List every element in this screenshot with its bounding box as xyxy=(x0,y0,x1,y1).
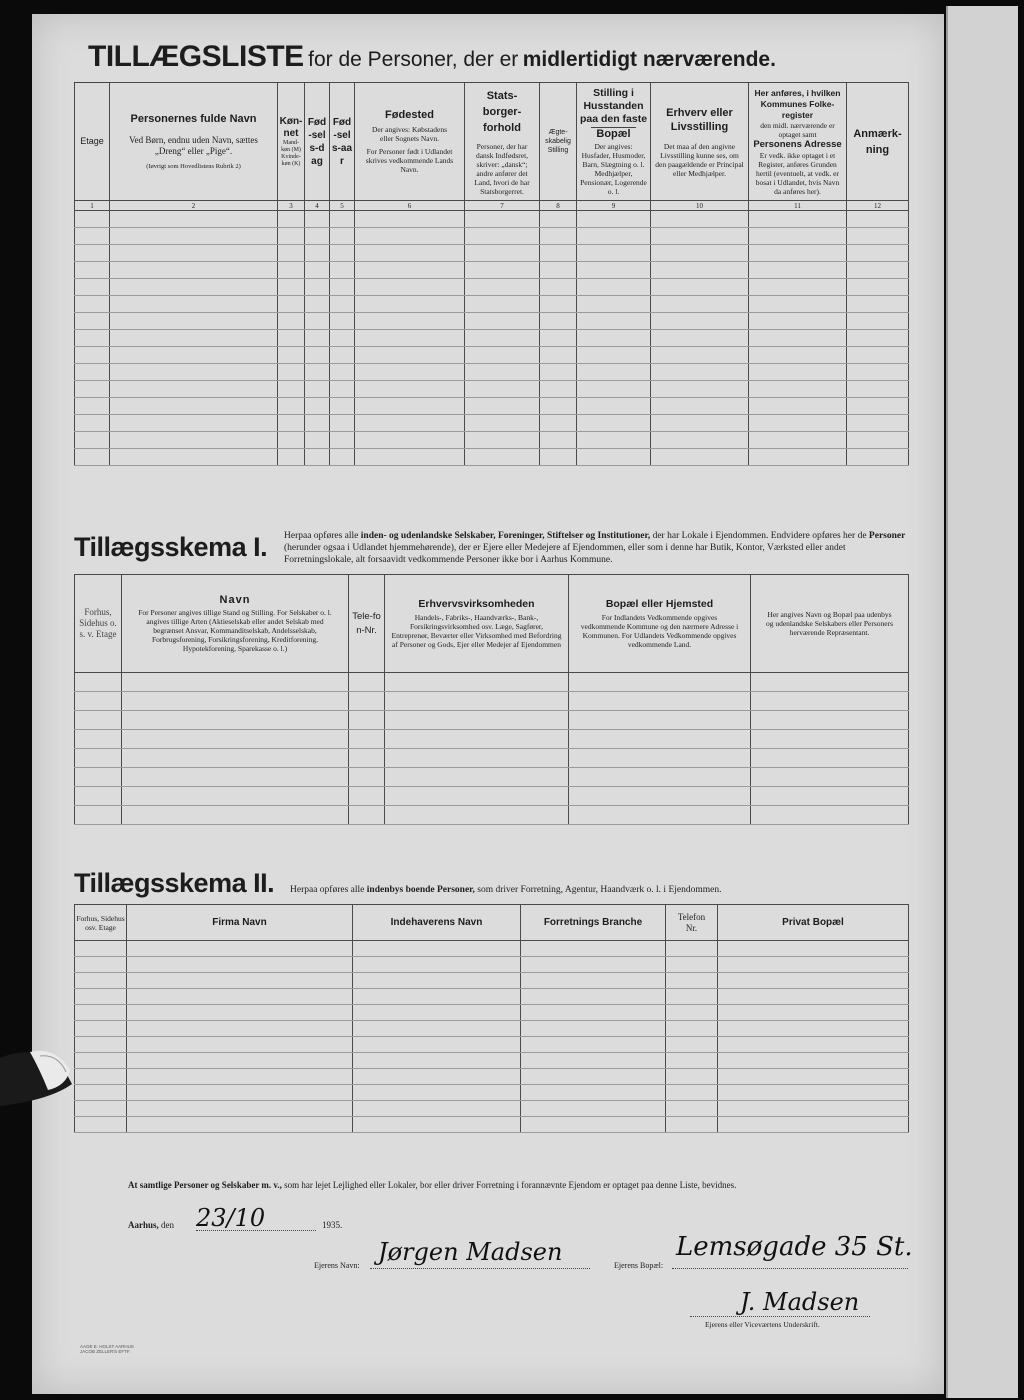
table-row xyxy=(75,1021,909,1037)
signature-handwritten: J. Madsen xyxy=(740,1288,860,1316)
col-fodselsaar: Fød-sels-aar xyxy=(330,83,355,201)
table-row xyxy=(75,806,909,825)
title-main: TILLÆGSLISTE xyxy=(88,40,304,73)
skema1-body xyxy=(75,673,909,825)
s2-col-branche: Forretnings Branche xyxy=(521,905,666,941)
skema2-body xyxy=(75,941,909,1133)
table-row xyxy=(75,279,909,296)
s2-col-etage: Forhus, Sidehus osv. Etage xyxy=(75,905,127,941)
col-kon: Køn-net Mand-køn (M) Kvinde-køn (K) xyxy=(278,83,305,201)
table-row xyxy=(75,989,909,1005)
table-row xyxy=(75,330,909,347)
table-row xyxy=(75,1085,909,1101)
table-row xyxy=(75,1117,909,1133)
col-navn: Personernes fulde Navn Ved Børn, endnu uden Navn, sættes „Dreng“ eller „Pige“. (Iøvrigt som Hovedlistens Rubrik 2) xyxy=(110,83,278,201)
binder-clip-icon xyxy=(0,1040,78,1110)
table-row xyxy=(75,787,909,806)
table-row xyxy=(75,692,909,711)
col-statsborger: Stats-borger-forhold Personer, der har dansk Indfødsret, skriver: „dansk“; andre anfører det Land, hvori de har Statsborgerret. xyxy=(465,83,540,201)
skema2-text: Herpaa opføres alle indenbys boende Personer, som driver Forretning, Agentur, Haandværk o. l. i Ejendommen. xyxy=(290,885,722,895)
table-row xyxy=(75,973,909,989)
col-stilling: Stilling i Husstanden paa den faste Bopæl Der angives: Husfader, Husmoder, Barn, Slægtning o. l. Medhjælper, Pensionær, Logerende o. l. xyxy=(577,83,651,201)
skema2-title: Tillægsskema II. xyxy=(74,868,275,898)
table-row xyxy=(75,673,909,692)
col-etage: Etage xyxy=(75,83,110,201)
table-row xyxy=(75,749,909,768)
table-row xyxy=(75,262,909,279)
col-adresse: Her anføres, i hvilken Kommunes Folke-register den midl. nærværende er optaget samt Personens Adresse Er vedk. ikke optaget i et Register, anføres Grunden hertil (eventuelt, at vedk. er bosat i Udlandet, hvis Navn da anføres her). xyxy=(749,83,847,201)
s2-col-bopael: Privat Bopæl xyxy=(718,905,909,941)
table-row xyxy=(75,449,909,466)
title-rest: for de Personer, der er xyxy=(308,48,519,71)
form-title xyxy=(88,40,776,74)
table-row xyxy=(75,957,909,973)
table-row xyxy=(75,711,909,730)
table-row xyxy=(75,296,909,313)
s2-col-indehaver: Indehaverens Navn xyxy=(353,905,521,941)
table-row xyxy=(75,211,909,228)
col-aegteskab: Ægte-skabelig Stilling xyxy=(540,83,577,201)
skema1-title: Tillægsskema I. xyxy=(74,532,268,562)
declaration: At samtlige Personer og Selskaber m. v., som har lejet Lejlighed eller Lokaler, bor eller driver Forretning i forannævnte Ejendom er optaget paa denne Liste, bevidnes. xyxy=(128,1180,737,1190)
table-row xyxy=(75,730,909,749)
skema1-table xyxy=(74,574,909,825)
table-row xyxy=(75,1037,909,1053)
place-label: Aarhus, den xyxy=(128,1220,175,1230)
col-anmaerkning: Anmærk-ning xyxy=(847,83,909,201)
table-row xyxy=(75,313,909,330)
table-row xyxy=(75,1053,909,1069)
year-label: 1935. xyxy=(322,1220,343,1230)
table-row xyxy=(75,347,909,364)
owner-name-label: Ejerens Navn: xyxy=(314,1261,360,1270)
signature-label: Ejerens eller Viceværtens Underskrift. xyxy=(705,1320,820,1329)
col-erhverv: Erhverv eller Livsstilling Det maa af den angivne Livsstilling kunne ses, om den paagældende er Principal eller Medhjælper. xyxy=(651,83,749,201)
s1-col-telefon: Tele-fon-Nr. xyxy=(349,575,385,673)
table-row xyxy=(75,415,909,432)
skema2-table xyxy=(74,904,909,1133)
title-bold: midlertidigt nærværende. xyxy=(522,48,776,71)
s1-col-navn: Navn For Personer angives tillige Stand og Stilling. For Selskaber o. l. angives tillige Arten (Aktieselskab eller andet Selskab med begrænset Ansvar, Kommanditselskab, Andelsselskab, Forbrugsforening, Forsikringsforening, Kreditforening, Hypotekforening, Sparekasse o. l.) xyxy=(122,575,349,673)
table-row xyxy=(75,941,909,957)
main-table-numbers: 1 2 3 4 5 6 7 8 9 10 11 12 xyxy=(75,201,909,211)
table-row xyxy=(75,228,909,245)
col-fodselsdag: Fød-sels-dag xyxy=(305,83,330,201)
table-row xyxy=(75,398,909,415)
owner-name-handwritten: Jørgen Madsen xyxy=(378,1238,563,1266)
main-table-body xyxy=(75,211,909,466)
main-table xyxy=(74,82,909,466)
table-row xyxy=(75,1005,909,1021)
owner-address-handwritten: Lemsøgade 35 St. xyxy=(676,1232,913,1262)
printer-mark: AAGE E. HOLST AARHUS JACOB ZELLER'S EFTF. xyxy=(80,1344,134,1354)
s1-col-repraesentant: Her angives Navn og Bopæl paa udenbys og udenlandske Selskabers eller Personers herværende Repræsentant. xyxy=(751,575,909,673)
table-row xyxy=(75,768,909,787)
s1-col-etage: Forhus, Sidehus o. s. v. Etage xyxy=(75,575,122,673)
table-row xyxy=(75,245,909,262)
s2-col-firma: Firma Navn xyxy=(127,905,353,941)
skema1-text: Herpaa opføres alle inden- og udenlandske Selskaber, Foreninger, Stiftelser og Institutioner, der har Lokale i Ejendommen. Endvidere opføres her de Personer (herunder ogsaa i Udlandet hjemmehørende), der er Ejere eller Medejere af Ejendommen, eller som i denne har Butik, Kontor, Værksted eller andet Forretningslokale, alt forsaavidt vedkommende Personer ikke bor i Aarhus Kommune. xyxy=(284,531,906,565)
s2-col-telefon: Telefon Nr. xyxy=(666,905,718,941)
col-fodested: Fødested Der angives: Købstadens eller Sognets Navn. For Personer født i Udlandet skrives vedkommende Lands Navn. xyxy=(355,83,465,201)
s1-col-erhverv: Erhvervsvirksomheden Handels-, Fabriks-, Haandværks-, Bank-, Forsikringsvirksomhed osv. Læge, Sagfører, Entreprenør, Beværter eller Virksomhed med Befordring af Personer og Gods, Ejer eller Medejer af Ejendommen xyxy=(385,575,569,673)
next-page-edge xyxy=(946,6,1018,1398)
s1-col-bopael: Bopæl eller Hjemsted For Indlandets Vedkommende opgives vedkommende Kommune og den nærmere Adresse i Kommunen. For Udlandets Vedkommende opgives vedkommende Land. xyxy=(569,575,751,673)
table-row xyxy=(75,1069,909,1085)
table-row xyxy=(75,364,909,381)
handwritten-date: 23/10 xyxy=(196,1204,266,1232)
table-row xyxy=(75,432,909,449)
table-row xyxy=(75,381,909,398)
table-row xyxy=(75,1101,909,1117)
owner-address-label: Ejerens Bopæl: xyxy=(614,1261,664,1270)
